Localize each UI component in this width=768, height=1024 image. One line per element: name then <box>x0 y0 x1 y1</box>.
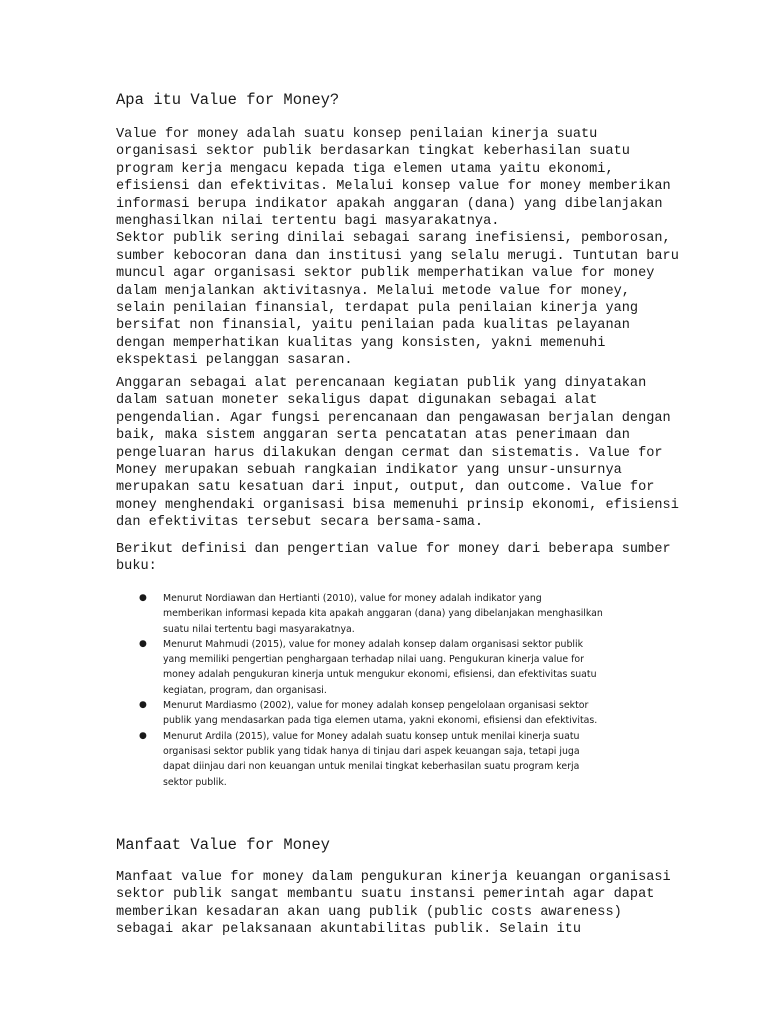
text-line: Menurut Ardila (2015), value for Money adalah suatu konsep untuk menilai kinerja suatu <box>163 730 580 742</box>
list-item <box>130 729 660 790</box>
bullet-icon: ● <box>139 700 147 711</box>
section-title-manfaat: Manfaat Value for Money <box>116 836 330 854</box>
text-line: dalam menjalankan aktivitasnya. Melalui metode value for money, <box>116 283 630 299</box>
text-line: baik, maka sistem anggaran serta pencatatan atas penerimaan dan <box>116 428 630 444</box>
text-line: Berikut definisi dan pengertian value for money dari beberapa sumber <box>116 542 671 557</box>
text-line: dengan memperhatikan kualitas yang konsisten, yakni memenuhi <box>116 335 606 351</box>
bullet-icon: ● <box>139 593 147 603</box>
text-line: memberikan informasi kepada kita apakah anggaran (dana) yang dibelanjakan menghasilkan <box>163 608 603 620</box>
text-line: yang memiliki pengertian penghargaan terhadap nilai uang. Pengukuran kinerja value for <box>163 654 584 666</box>
paragraph-intro-definitions <box>116 541 671 576</box>
text-line: pengeluaran harus dilakukan dengan cermat dan sistematis. Value for <box>116 445 663 461</box>
definitions-list <box>130 591 660 790</box>
text-line: ekspektasi pelanggan sasaran. <box>116 353 353 369</box>
text-line: suatu nilai tertentu bagi masyarakatnya. <box>163 623 355 635</box>
text-line: program kerja mengacu kepada tiga elemen utama yaitu ekonomi, <box>116 161 614 177</box>
text-line: kegiatan, program, dan organisasi. <box>163 684 327 696</box>
text-line: Sektor publik sering dinilai sebagai sarang inefisiensi, pemborosan, <box>116 231 671 247</box>
paragraph-definition <box>116 126 679 370</box>
text-line: Anggaran sebagai alat perencanaan kegiatan publik yang dinyatakan <box>116 376 647 391</box>
text-line: dalam satuan moneter sekaligus dapat digunakan sebagai alat <box>116 393 598 409</box>
text-line: muncul agar organisasi sektor publik memperhatikan value for money <box>116 266 655 282</box>
text-line: sektor publik sangat membantu suatu instansi pemerintah agar dapat <box>116 887 655 903</box>
text-line: menghasilkan nilai tertentu bagi masyarakatnya. <box>116 214 500 230</box>
text-line: Manfaat value for money dalam pengukuran kinerja keuangan organisasi <box>116 870 671 885</box>
bullet-icon: ● <box>139 730 147 741</box>
text-line: dan efektivitas tersebut secara bersama-sama. <box>116 515 484 531</box>
text-line: sebagai akar pelaksanaan akuntabilitas publik. Selain itu <box>116 922 581 938</box>
text-line: selain penilaian finansial, terdapat pula penilaian kinerja yang <box>116 301 639 317</box>
text-line: organisasi sektor publik berdasarkan tingkat keberhasilan suatu <box>116 144 630 160</box>
text-line: organisasi sektor publik yang tidak hanya di tinjau dari aspek keuangan saja, tetapi juga <box>163 745 580 757</box>
text-line: Menurut Nordiawan dan Hertianti (2010), value for money adalah indikator yang <box>163 593 542 604</box>
text-line: sumber kebocoran dana dan institusi yang selalu merugi. Tuntutan baru <box>116 248 679 264</box>
text-line: pengendalian. Agar fungsi perencanaan dan pengawasan berjalan dengan <box>116 410 671 426</box>
text-line: buku: <box>116 559 157 575</box>
text-line: Money merupakan sebuah rangkaian indikator yang unsur-unsurnya <box>116 463 622 479</box>
text-line: Menurut Mahmudi (2015), value for money adalah konsep dalam organisasi sektor publik <box>163 638 584 650</box>
section-title-value-for-money: Apa itu Value for Money? <box>116 91 340 109</box>
text-line: dapat diinjau dari non keuangan untuk menilai tingkat keberhasilan suatu program kerja <box>163 761 580 773</box>
text-line: sektor publik. <box>163 776 227 788</box>
text-line: memberikan kesadaran akan uang publik (public costs awareness) <box>116 904 622 920</box>
list-item <box>130 591 660 637</box>
text-line: efisiensi dan efektivitas. Melalui konsep value for money memberikan <box>116 179 671 195</box>
bullet-icon: ● <box>139 638 147 649</box>
text-line: publik yang mendasarkan pada tiga elemen utama, yakni ekonomi, efisiensi dan efektivitas. <box>163 715 598 727</box>
text-line: informasi berupa indikator apakah anggaran (dana) yang dibelanjakan <box>116 196 663 212</box>
list-item <box>130 637 660 698</box>
text-line: Value for money adalah suatu konsep penilaian kinerja suatu <box>116 127 598 142</box>
text-line: merupakan satu kesatuan dari input, output, dan outcome. Value for <box>116 480 655 496</box>
text-line: bersifat non finansial, yaitu penilaian pada kualitas pelayanan <box>116 318 630 334</box>
text-line: money adalah pengukuran kinerja untuk mengukur ekonomi, efisiensi, dan efektivitas suatu <box>163 669 597 681</box>
paragraph-anggaran <box>116 375 679 532</box>
text-line: money menghendaki organisasi bisa memenuhi prinsip ekonomi, efisiensi <box>116 497 679 513</box>
text-line: Menurut Mardiasmo (2002), value for money adalah konsep pengelolaan organisasi sektor <box>163 700 589 712</box>
list-item <box>130 698 660 729</box>
paragraph-manfaat <box>116 869 671 939</box>
